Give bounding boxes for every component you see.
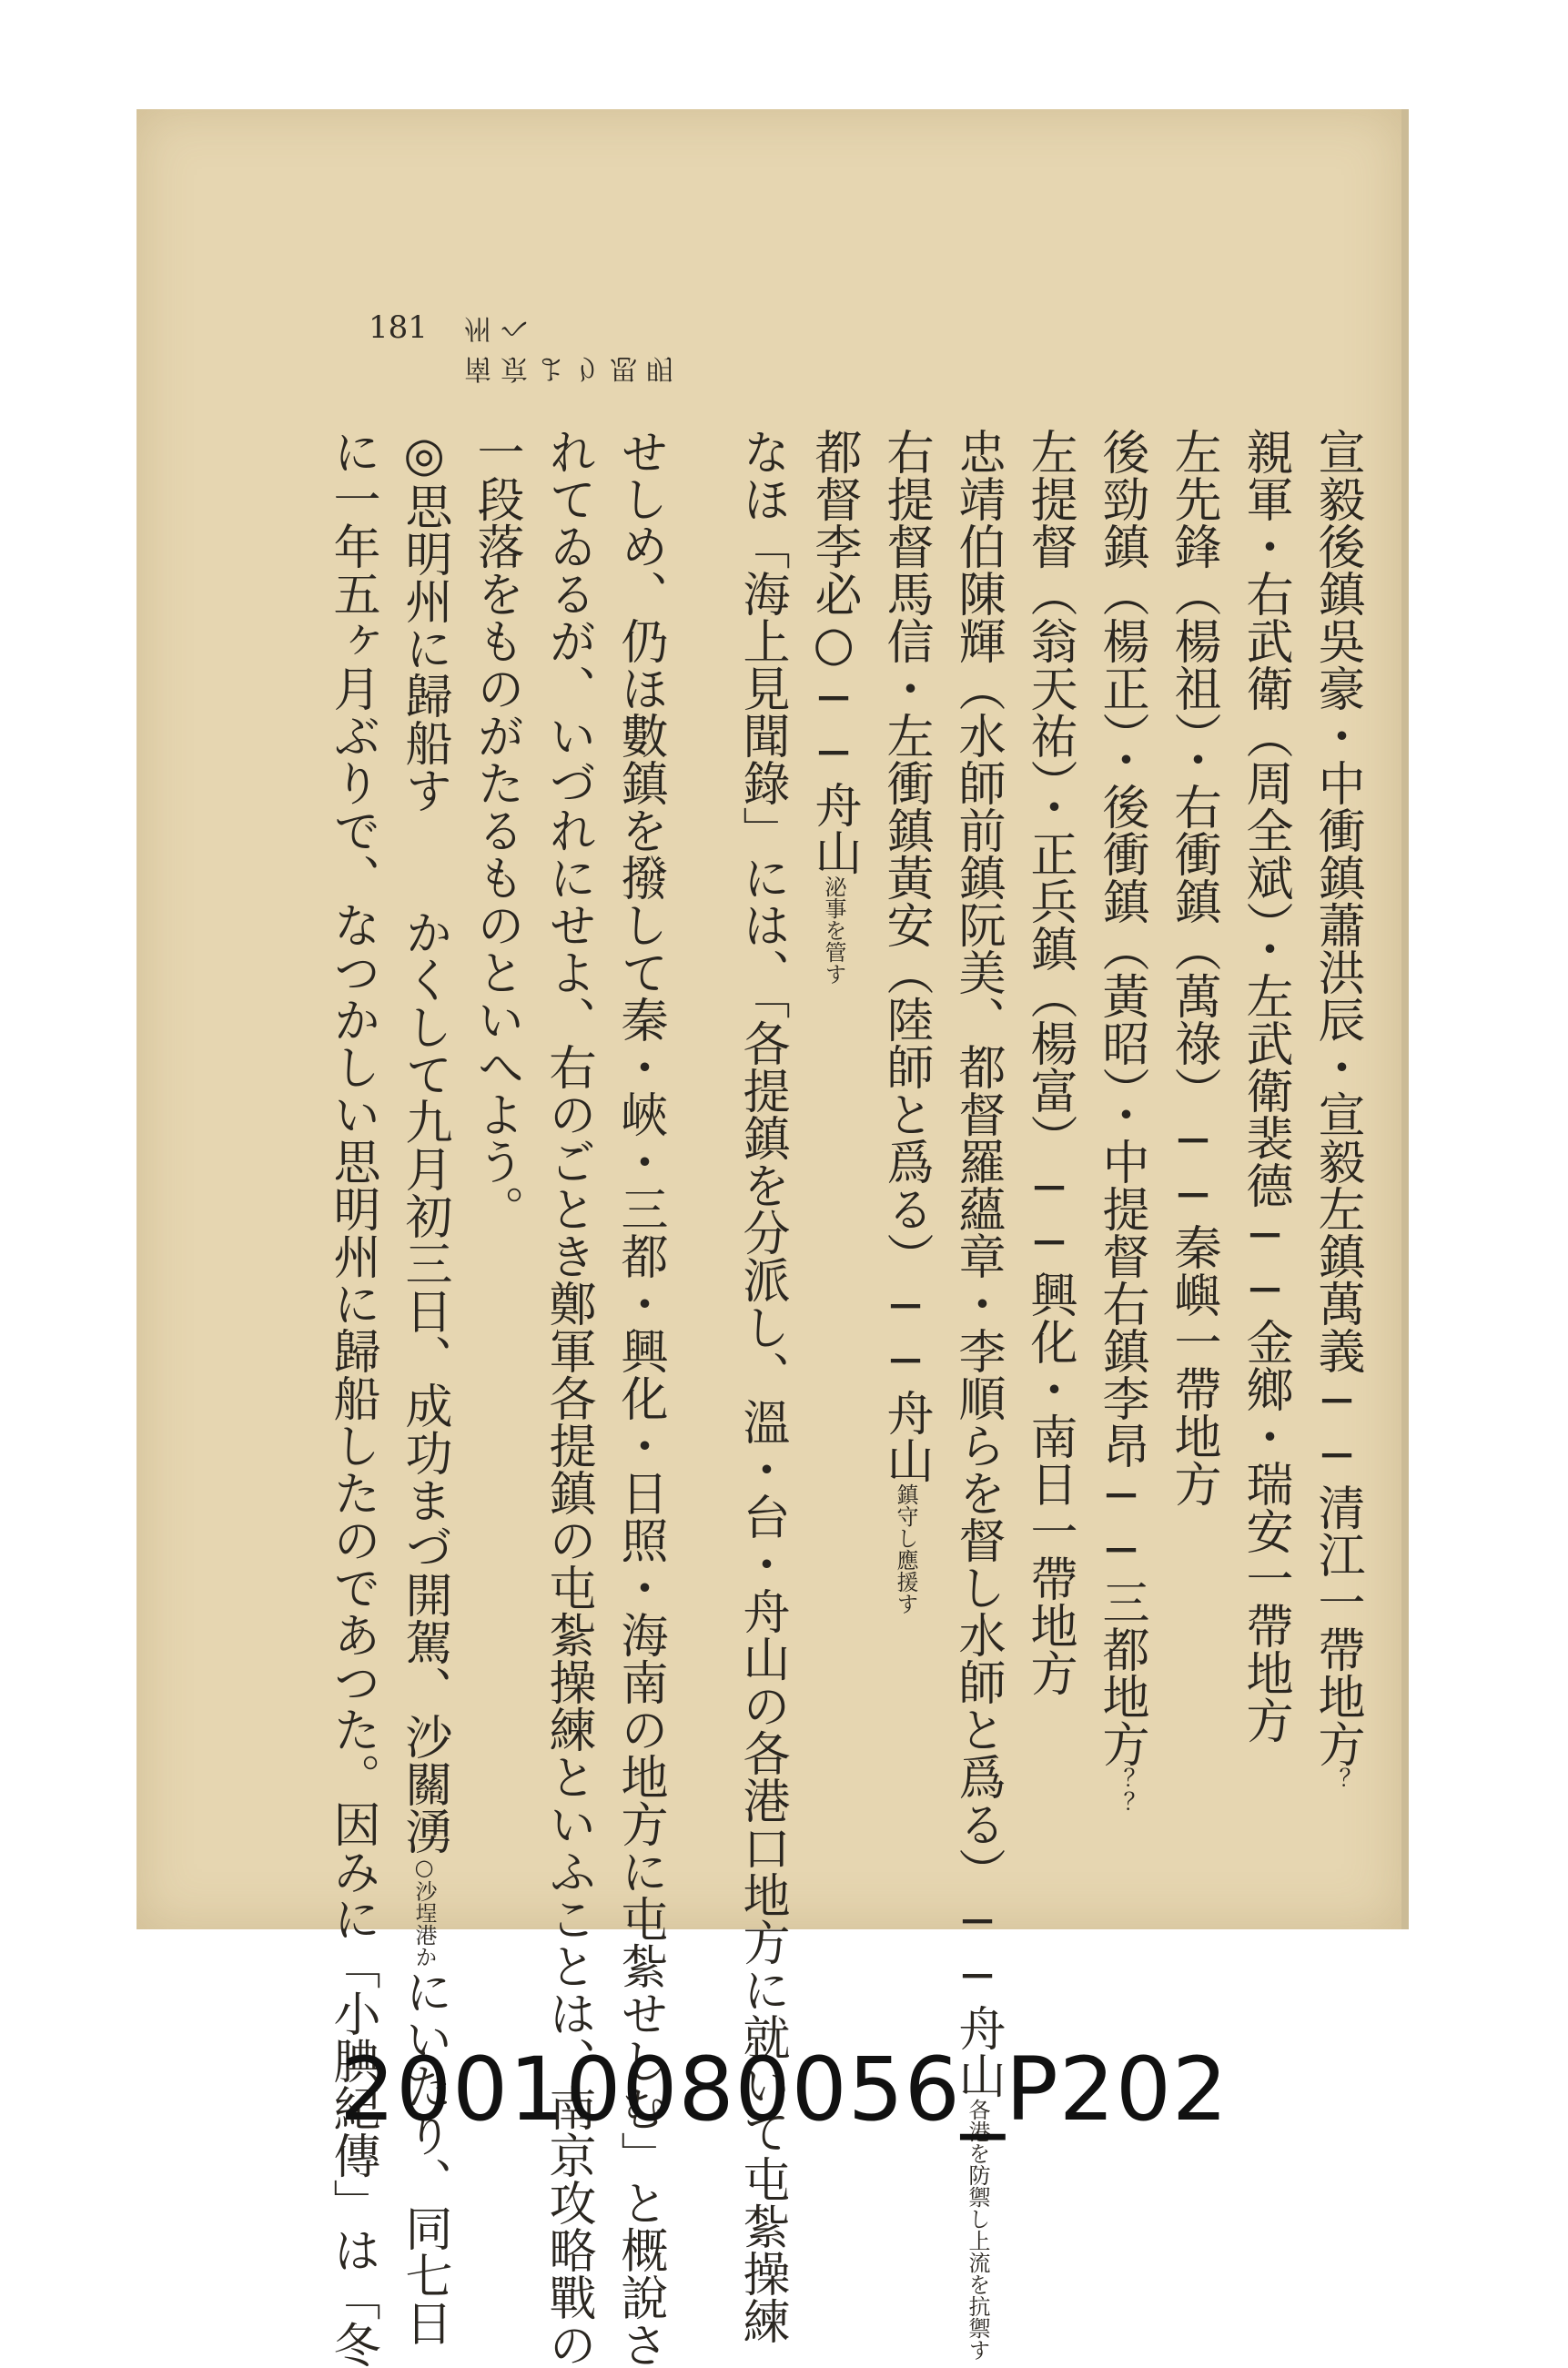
text-line: 後勁鎮（楊正）・後衝鎮（黃昭）・中提督右鎮李昂──三都地方？？: [1094, 428, 1148, 1815]
text-line: 都督李必○──舟山泌事を管す: [806, 428, 861, 985]
inline-note: 事を管す: [821, 897, 846, 985]
text-line: 一段落をものがたるものといへよう。: [469, 428, 523, 1232]
inline-note: 各港を防禦し上流を抗禦す: [965, 2099, 990, 2361]
running-header: [232, 309, 705, 384]
text-line: 左提督（翁天祐）・正兵鎮（楊富）──興化・南日一帶地方: [1022, 428, 1077, 1696]
inline-note: 鎮守し應援す: [893, 1483, 918, 1614]
text-line: れてゐるが、いづれにせよ、右のごとき鄭軍各提鎮の屯紮操練といふことは、南京攻略戰の: [541, 428, 595, 2368]
inline-note: 泌: [821, 875, 846, 897]
query-mark: ？？: [1108, 1767, 1135, 1815]
text-line: なほ「海上見聞錄」には、「各提鎮を分派し、溫・台・舟山の各港口地方に就いて屯紮操練: [734, 428, 789, 2344]
page-number: 181: [369, 309, 428, 346]
text-line: 忠靖伯陳輝（水師前鎮阮美、都督羅蘊章・李順らを督し水師と爲る）──舟山各港を防禦し上流を抗禦す: [950, 428, 1005, 2361]
inline-note: ○沙埕港か: [411, 1855, 437, 1968]
text-line: に一年五ヶ月ぶりで、なつかしい思明州に歸船したのであつた。因みに「小腆紀傳」は「冬: [325, 428, 379, 2368]
text-line: 宣毅後鎮吳豪・中衝鎮蕭洪辰・宣毅左鎮萬義──清江一帶地方？: [1310, 428, 1364, 1791]
page-edge: [1401, 109, 1409, 1929]
text-line: ◎思明州に歸船す かくして九月初三日、成功まづ開駕、沙關湧○沙埕港かにいたり、同七日: [397, 428, 451, 2346]
text-line: せしめ、仍ほ數鎮を撥して秦・峽・三都・興化・日照・海南の地方に屯紮せしむ」と概說さ: [612, 428, 667, 2368]
text-line: 右提督馬信・左衝鎮黃安（陸師と爲る）──舟山鎮守し應援す: [878, 428, 933, 1614]
running-head: 南京より思明州へ: [464, 312, 683, 384]
text-line: 親軍・右武衛（周全斌）・左武衛裴德──金鄉・瑞安一帶地方: [1238, 428, 1292, 1744]
image-caption: 20010080056_P202: [339, 2039, 1229, 2140]
query-mark: ？: [1323, 1767, 1351, 1791]
text-line: 左先鋒（楊祖）・右衝鎮（萬祿）──秦嶼一帶地方: [1166, 428, 1220, 1507]
